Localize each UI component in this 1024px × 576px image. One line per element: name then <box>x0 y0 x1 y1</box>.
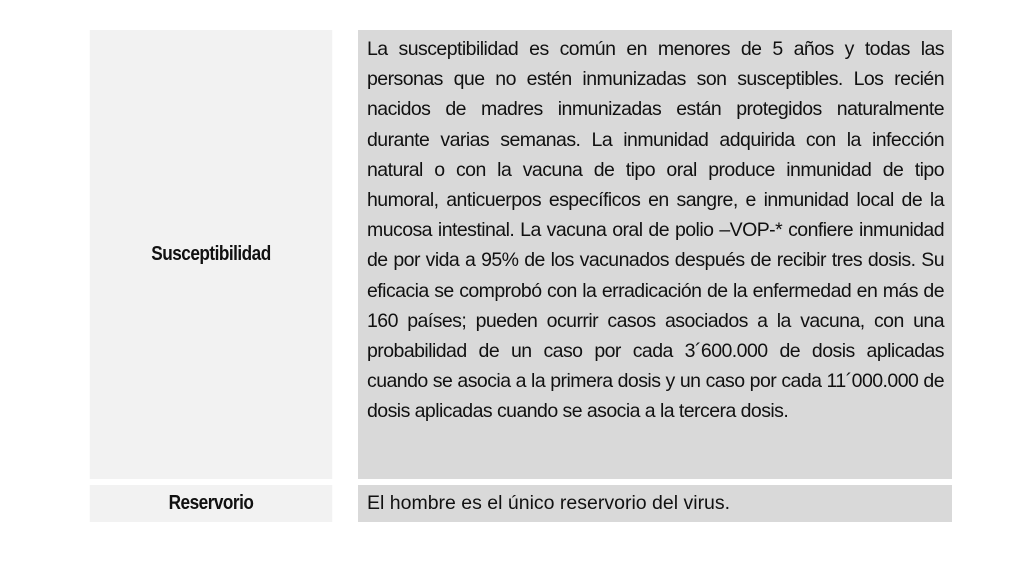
row-label: Susceptibilidad <box>151 243 271 265</box>
row-label-cell <box>90 485 333 522</box>
row-label: Reservorio <box>168 492 254 514</box>
table-row-susceptibilidad <box>70 30 952 479</box>
row-content: El hombre es el único reservorio del virus. <box>358 485 952 522</box>
row-content: La susceptibilidad es común en menores de 5 años y todas las personas que no estén inmunizadas son susceptibles. Los recién nacidos de madres inmunizadas están protegidos naturalmente durante varias semanas. La inmunidad adquirida con la infección natural o con la vacuna de tipo oral produce inmunidad de tipo humoral, anticuerpos específicos en sangre, e inmunidad local de la mucosa intestinal. La vacuna oral de polio –VOP-* confiere inmunidad de por vida a 95% de los vacunados después de recibir tres dosis. Su eficacia se comprobó con la erradicación de la enfermedad en más de 160 países; pueden ocurrir casos asociados a la vacuna, con una probabilidad de un caso por cada 3´600.000 de dosis aplicadas cuando se asocia a la primera dosis y un caso por cada 11´000.000 de dosis aplicadas cuando se asocia a la tercera dosis. <box>358 30 952 479</box>
info-table <box>70 30 952 522</box>
table-row-reservorio <box>70 485 952 522</box>
row-label-cell <box>90 30 333 479</box>
